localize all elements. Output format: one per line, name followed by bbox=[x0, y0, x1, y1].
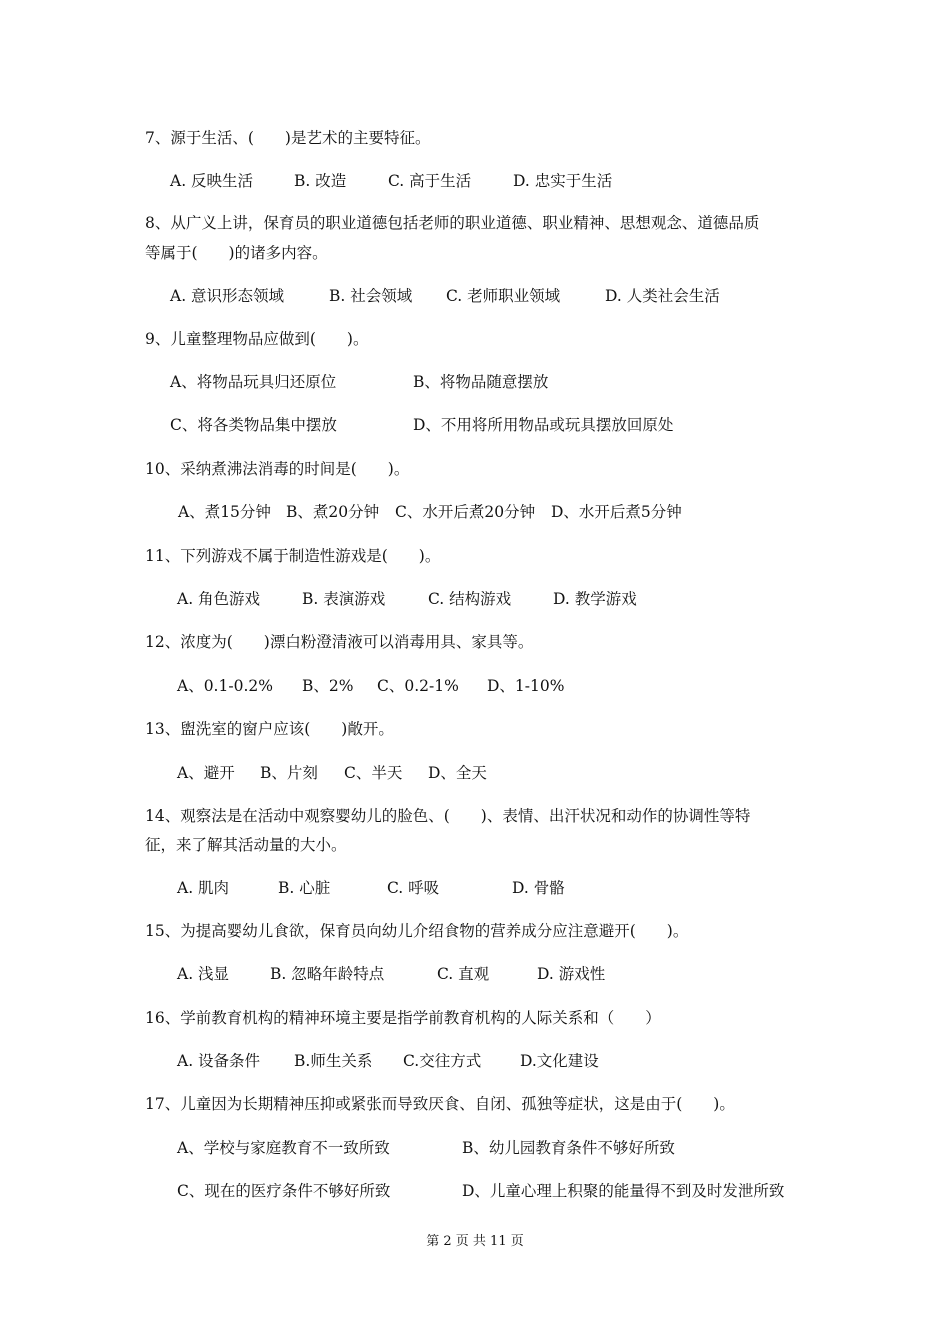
q9-option-d: D、不用将所用物品或玩具摆放回原处 bbox=[413, 416, 674, 434]
q15-option-d: D. 游戏性 bbox=[537, 965, 606, 983]
q17-option-d: D、儿童心理上积聚的能量得不到及时发泄所致 bbox=[462, 1182, 785, 1200]
question-9-stem: 9、儿童整理物品应做到( )。 bbox=[145, 330, 369, 348]
q11-option-c: C. 结构游戏 bbox=[428, 590, 512, 608]
q10-option-a: A、煮15分钟 bbox=[178, 503, 271, 521]
question-15-stem: 15、为提高婴幼儿食欲，保育员向幼儿介绍食物的营养成分应注意避开( )。 bbox=[145, 922, 689, 940]
q16-option-d: D.文化建设 bbox=[520, 1052, 599, 1070]
q10-option-b: B、煮20分钟 bbox=[286, 503, 380, 521]
q11-option-a: A. 角色游戏 bbox=[177, 590, 261, 608]
q9-option-a: A、将物品玩具归还原位 bbox=[170, 373, 337, 391]
question-7-stem: 7、源于生活、( )是艺术的主要特征。 bbox=[145, 129, 431, 147]
q13-option-c: C、半天 bbox=[344, 764, 403, 782]
q17-option-a: A、学校与家庭教育不一致所致 bbox=[177, 1139, 390, 1157]
q16-option-b: B.师生关系 bbox=[294, 1052, 373, 1070]
q12-option-c: C、0.2-1% bbox=[377, 677, 459, 695]
q8-option-c: C. 老师职业领域 bbox=[446, 287, 561, 305]
question-8-stem-line2: 等属于( )的诸多内容。 bbox=[145, 244, 328, 262]
question-12-stem: 12、浓度为( )漂白粉澄清液可以消毒用具、家具等。 bbox=[145, 633, 534, 651]
q14-option-a: A. 肌肉 bbox=[177, 879, 230, 897]
q9-option-c: C、将各类物品集中摆放 bbox=[170, 416, 337, 434]
question-14-stem-line1: 14、观察法是在活动中观察婴幼儿的脸色、( )、表情、出汗状况和动作的协调性等特 bbox=[145, 807, 751, 825]
q11-option-b: B. 表演游戏 bbox=[302, 590, 386, 608]
q8-option-b: B. 社会领域 bbox=[329, 287, 413, 305]
q15-option-a: A. 浅显 bbox=[177, 965, 230, 983]
q14-option-c: C. 呼吸 bbox=[387, 879, 440, 897]
question-8-stem-line1: 8、从广义上讲，保育员的职业道德包括老师的职业道德、职业精神、思想观念、道德品质 bbox=[145, 214, 760, 232]
q13-option-a: A、避开 bbox=[177, 764, 235, 782]
q9-option-b: B、将物品随意摆放 bbox=[413, 373, 549, 391]
q12-option-a: A、0.1-0.2% bbox=[177, 677, 273, 695]
q12-option-b: B、2% bbox=[302, 677, 354, 695]
q16-option-a: A. 设备条件 bbox=[177, 1052, 261, 1070]
q13-option-d: D、全天 bbox=[428, 764, 487, 782]
q12-option-d: D、1-10% bbox=[487, 677, 565, 695]
q10-option-d: D、水开后煮5分钟 bbox=[551, 503, 682, 521]
q14-option-b: B. 心脏 bbox=[278, 879, 331, 897]
q10-option-c: C、水开后煮20分钟 bbox=[395, 503, 536, 521]
page-footer: 第 2 页 共 11 页 bbox=[426, 1234, 524, 1249]
q17-option-c: C、现在的医疗条件不够好所致 bbox=[177, 1182, 391, 1200]
question-17-stem: 17、儿童因为长期精神压抑或紧张而导致厌食、自闭、孤独等症状，这是由于( )。 bbox=[145, 1095, 735, 1113]
q11-option-d: D. 教学游戏 bbox=[553, 590, 637, 608]
q8-option-a: A. 意识形态领域 bbox=[170, 287, 285, 305]
q14-option-d: D. 骨骼 bbox=[512, 879, 565, 897]
q8-option-d: D. 人类社会生活 bbox=[605, 287, 720, 305]
q7-option-a: A. 反映生活 bbox=[170, 172, 254, 190]
question-10-stem: 10、采纳煮沸法消毒的时间是( )。 bbox=[145, 460, 410, 478]
q7-option-b: B. 改造 bbox=[294, 172, 347, 190]
q7-option-d: D. 忠实于生活 bbox=[513, 172, 613, 190]
question-16-stem: 16、学前教育机构的精神环境主要是指学前教育机构的人际关系和（ ） bbox=[145, 1009, 661, 1027]
q16-option-c: C.交往方式 bbox=[403, 1052, 482, 1070]
q15-option-c: C. 直观 bbox=[437, 965, 490, 983]
question-11-stem: 11、下列游戏不属于制造性游戏是( )。 bbox=[145, 547, 441, 565]
q7-option-c: C. 高于生活 bbox=[388, 172, 472, 190]
q13-option-b: B、片刻 bbox=[260, 764, 318, 782]
q17-option-b: B、幼儿园教育条件不够好所致 bbox=[462, 1139, 675, 1157]
question-14-stem-line2: 征，来了解其活动量的大小。 bbox=[145, 836, 347, 854]
q15-option-b: B. 忽略年龄特点 bbox=[270, 965, 385, 983]
question-13-stem: 13、盥洗室的窗户应该( )敞开。 bbox=[145, 720, 394, 738]
